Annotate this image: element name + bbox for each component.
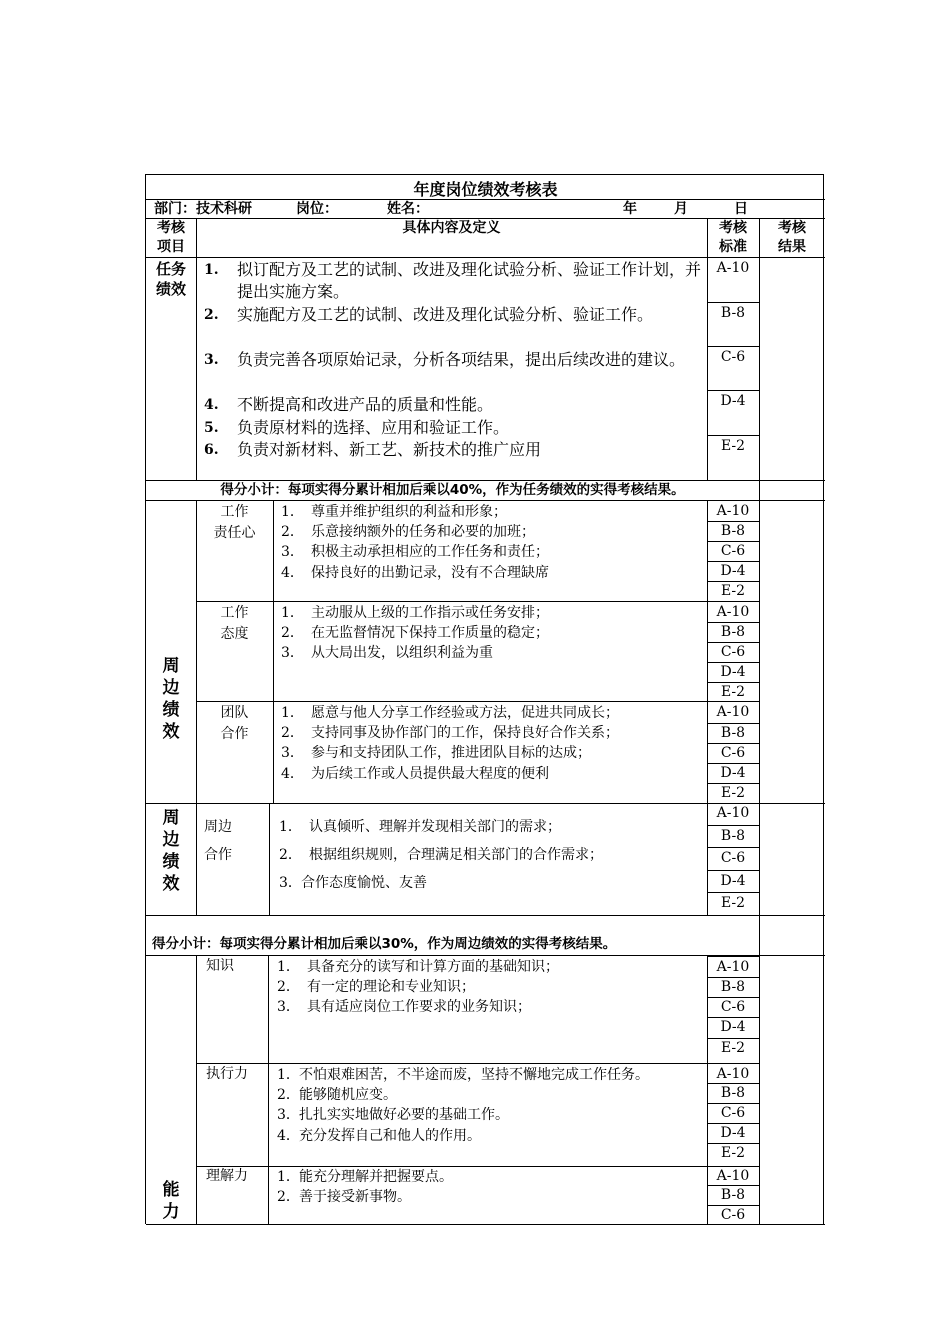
task-grade-e: E-2 — [720, 438, 746, 454]
list-item: 1． 主动服从上级的工作指示或任务安排； — [281, 605, 549, 621]
grade-a: A-10 — [716, 1168, 750, 1184]
grade-e: E-2 — [720, 785, 746, 801]
task-grade-c: C-6 — [720, 349, 746, 365]
execution-items — [277, 1065, 703, 1146]
grade-c: C-6 — [720, 745, 746, 761]
grade-b: B-8 — [720, 828, 746, 844]
grade-e: E-2 — [720, 583, 746, 599]
task-grade-d: D-4 — [720, 393, 746, 409]
grade-a: A-10 — [716, 503, 750, 519]
page-title: 年度岗位绩效考核表 — [413, 180, 558, 199]
grade-b: B-8 — [720, 979, 746, 995]
list-item: 1． 尊重并维护组织的利益和形象； — [281, 504, 507, 520]
group-knowledge: 知识 — [206, 958, 234, 974]
group-responsibility: 工作 责任心 — [213, 504, 256, 541]
group-cooperation: 周边 合作 — [204, 819, 232, 863]
grade-c: C-6 — [720, 850, 746, 866]
peripheral-label: 周 边 绩 效 — [162, 656, 180, 742]
grade-b: B-8 — [720, 1187, 746, 1203]
list-item: 3． 合作态度愉悦、友善 — [279, 875, 427, 891]
list-item: 4． 为后续工作或人员提供最大程度的便利 — [281, 765, 549, 782]
responsibility-items — [281, 502, 703, 583]
attitude-items — [281, 603, 703, 664]
grade-a: A-10 — [716, 959, 750, 975]
grade-e: E-2 — [720, 684, 746, 700]
peripheral-subtotal: 得分小计：每项实得分累计相加后乘以30%，作为周边绩效的实得考核结果。 — [152, 936, 617, 952]
list-item: 1. 拟订配方及工艺的试制、改进及理化试验分析、验证工作计划，并提出实施方案。 — [204, 260, 702, 301]
grade-a: A-10 — [716, 604, 750, 620]
task-grade-a: A-10 — [716, 260, 750, 276]
list-item: 2． 根据组织规则，合理满足相关部门的合作需求； — [279, 847, 603, 863]
list-item: 1． 认真倾听、理解并发现相关部门的需求； — [279, 819, 561, 835]
header-standard: 考核 标准 — [719, 220, 747, 255]
dept-value: 技术科研 — [196, 201, 252, 217]
cooperation-items — [279, 813, 703, 897]
list-item: 2． 有一定的理论和专业知识； — [277, 979, 475, 996]
header-content: 具体内容及定义 — [402, 220, 501, 236]
grade-b: B-8 — [720, 523, 746, 539]
list-item: 2． 善于接受新事物。 — [277, 1189, 411, 1206]
list-item: 2． 能够随机应变。 — [277, 1087, 397, 1104]
task-items — [204, 259, 701, 462]
post-label: 岗位： — [296, 201, 338, 217]
comprehension-items — [277, 1167, 703, 1207]
dept-label: 部门： — [154, 201, 196, 217]
grade-d: D-4 — [720, 664, 746, 680]
grade-c: C-6 — [720, 543, 746, 559]
group-teamwork: 团队 合作 — [220, 705, 249, 742]
peripheral2-label: 周 边 绩 效 — [162, 808, 180, 894]
grade-b: B-8 — [720, 725, 746, 741]
list-item: 5. 负责原材料的选择、应用和验证工作。 — [204, 418, 510, 437]
list-item: 3． 参与和支持团队工作，推进团队目标的达成； — [281, 745, 591, 762]
task-subtotal: 得分小计：每项实得分累计相加后乘以40%，作为任务绩效的实得考核结果。 — [220, 482, 685, 498]
list-item: 6. 负责对新材料、新工艺、新技术的推广应用 — [204, 440, 542, 459]
grade-d: D-4 — [720, 873, 746, 889]
list-item: 4. 不断提高和改进产品的质量和性能。 — [204, 395, 494, 414]
list-item: 2． 在无监督情况下保持工作质量的稳定； — [281, 625, 549, 642]
list-item: 3． 从大局出发，以组织利益为重 — [281, 645, 493, 662]
list-item: 2. 实施配方及工艺的试制、改进及理化试验分析、验证工作。 — [204, 305, 654, 324]
header-result: 考核 结果 — [778, 220, 806, 255]
list-item: 1． 能充分理解并把握要点。 — [277, 1169, 453, 1185]
grade-d: D-4 — [720, 765, 746, 781]
day-label: 日 — [734, 201, 748, 217]
grade-e: E-2 — [720, 1040, 746, 1056]
list-item: 2． 支持同事及协作部门的工作，保持良好合作关系； — [281, 725, 619, 742]
header-item: 考核 项目 — [157, 220, 185, 255]
knowledge-items — [277, 957, 703, 1018]
list-item: 4． 充分发挥自己和他人的作用。 — [277, 1127, 481, 1144]
grade-e: E-2 — [720, 1145, 746, 1161]
group-execution: 执行力 — [206, 1066, 248, 1082]
list-item: 2． 乐意接纳额外的任务和必要的加班； — [281, 524, 535, 541]
grade-a: A-10 — [716, 704, 750, 720]
ability-label: 能 力 — [162, 1180, 180, 1222]
list-item: 4． 保持良好的出勤记录，没有不合理缺席 — [281, 564, 549, 581]
group-attitude: 工作 态度 — [220, 605, 249, 642]
list-item: 1． 具备充分的读写和计算方面的基础知识； — [277, 959, 559, 975]
month-label: 月 — [674, 201, 688, 217]
grade-b: B-8 — [720, 1085, 746, 1101]
grade-a: A-10 — [716, 805, 750, 821]
appraisal-table — [145, 174, 824, 1224]
list-item: 3. 负责完善各项原始记录，分析各项结果，提出后续改进的建议。 — [204, 350, 686, 369]
year-label: 年 — [623, 201, 637, 217]
grade-c: C-6 — [720, 1207, 746, 1223]
grade-d: D-4 — [720, 563, 746, 579]
list-item: 1． 不怕艰难困苦，不半途而废，坚持不懈地完成工作任务。 — [277, 1067, 649, 1083]
list-item: 1． 愿意与他人分享工作经验或方法，促进共同成长； — [281, 705, 619, 721]
list-item: 3． 积极主动承担相应的工作任务和责任； — [281, 544, 549, 561]
grade-d: D-4 — [720, 1125, 746, 1141]
grade-c: C-6 — [720, 999, 746, 1015]
grade-d: D-4 — [720, 1019, 746, 1035]
list-item: 3． 具有适应岗位工作要求的业务知识； — [277, 999, 531, 1016]
task-grade-b: B-8 — [720, 305, 746, 321]
teamwork-items — [281, 703, 703, 784]
task-label: 任务 绩效 — [155, 260, 186, 298]
list-item: 3． 扎扎实实地做好必要的基础工作。 — [277, 1107, 509, 1124]
name-label: 姓名： — [387, 201, 429, 217]
grade-b: B-8 — [720, 624, 746, 640]
group-comprehension: 理解力 — [206, 1168, 248, 1184]
info-row — [154, 201, 252, 218]
grade-c: C-6 — [720, 1105, 746, 1121]
grade-a: A-10 — [716, 1066, 750, 1082]
grade-e: E-2 — [720, 895, 746, 911]
grade-c: C-6 — [720, 644, 746, 660]
